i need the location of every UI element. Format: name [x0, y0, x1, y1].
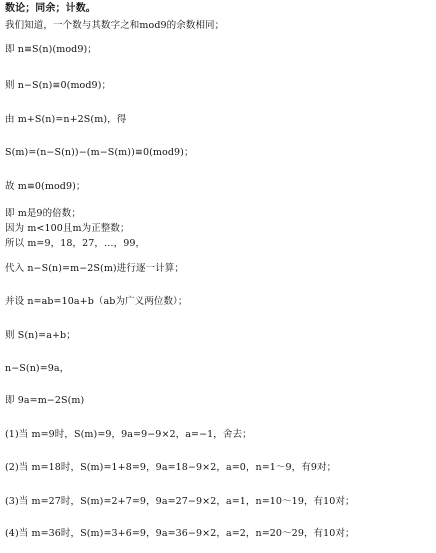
solution-line: 即 9a=m−2S(m) — [5, 395, 85, 406]
solution-line: 所以 m=9，18，27，…，99， — [5, 238, 146, 249]
topic-heading: 数论；同余；计数。 — [5, 3, 96, 14]
solution-line: 即 m是9的倍数； — [5, 208, 81, 219]
solution-line: 并设 n=ab=10a+b（ab为广义两位数）； — [5, 296, 188, 307]
solution-line: n−S(n)=9a， — [5, 363, 70, 374]
solution-line: 代入 n−S(n)=m−2S(m)进行逐一计算； — [5, 263, 184, 274]
solution-line: 因为 m<100且m为正整数； — [5, 223, 130, 234]
solution-line: 故 m≡0(mod9)； — [5, 181, 86, 192]
solution-line: S(m)=(n−S(n))−(m−S(m))≡0(mod9)； — [5, 147, 194, 158]
solution-line: 即 n≡S(n)(mod9)； — [5, 44, 97, 55]
solution-line: 则 S(n)=a+b； — [5, 330, 76, 341]
solution-line: 则 n−S(n)≡0(mod9)； — [5, 80, 112, 91]
case-line: (1)当 m=9时，S(m)=9，9a=9−9×2，a=−1，舍去； — [5, 429, 252, 440]
case-line: (4)当 m=36时，S(m)=3+6=9，9a=36−9×2，a=2，n=20～29，有10对； — [5, 528, 355, 539]
solution-line: 由 m+S(n)=n+2S(m)，得 — [5, 114, 127, 125]
case-line: (2)当 m=18时，S(m)=1+8=9，9a=18−9×2，a=0，n=1～9，有9对； — [5, 462, 337, 473]
solution-line: 我们知道，一个数与其数字之和mod9的余数相同； — [5, 20, 225, 31]
case-line: (3)当 m=27时，S(m)=2+7=9，9a=27−9×2，a=1，n=10～19，有10对； — [5, 496, 355, 507]
